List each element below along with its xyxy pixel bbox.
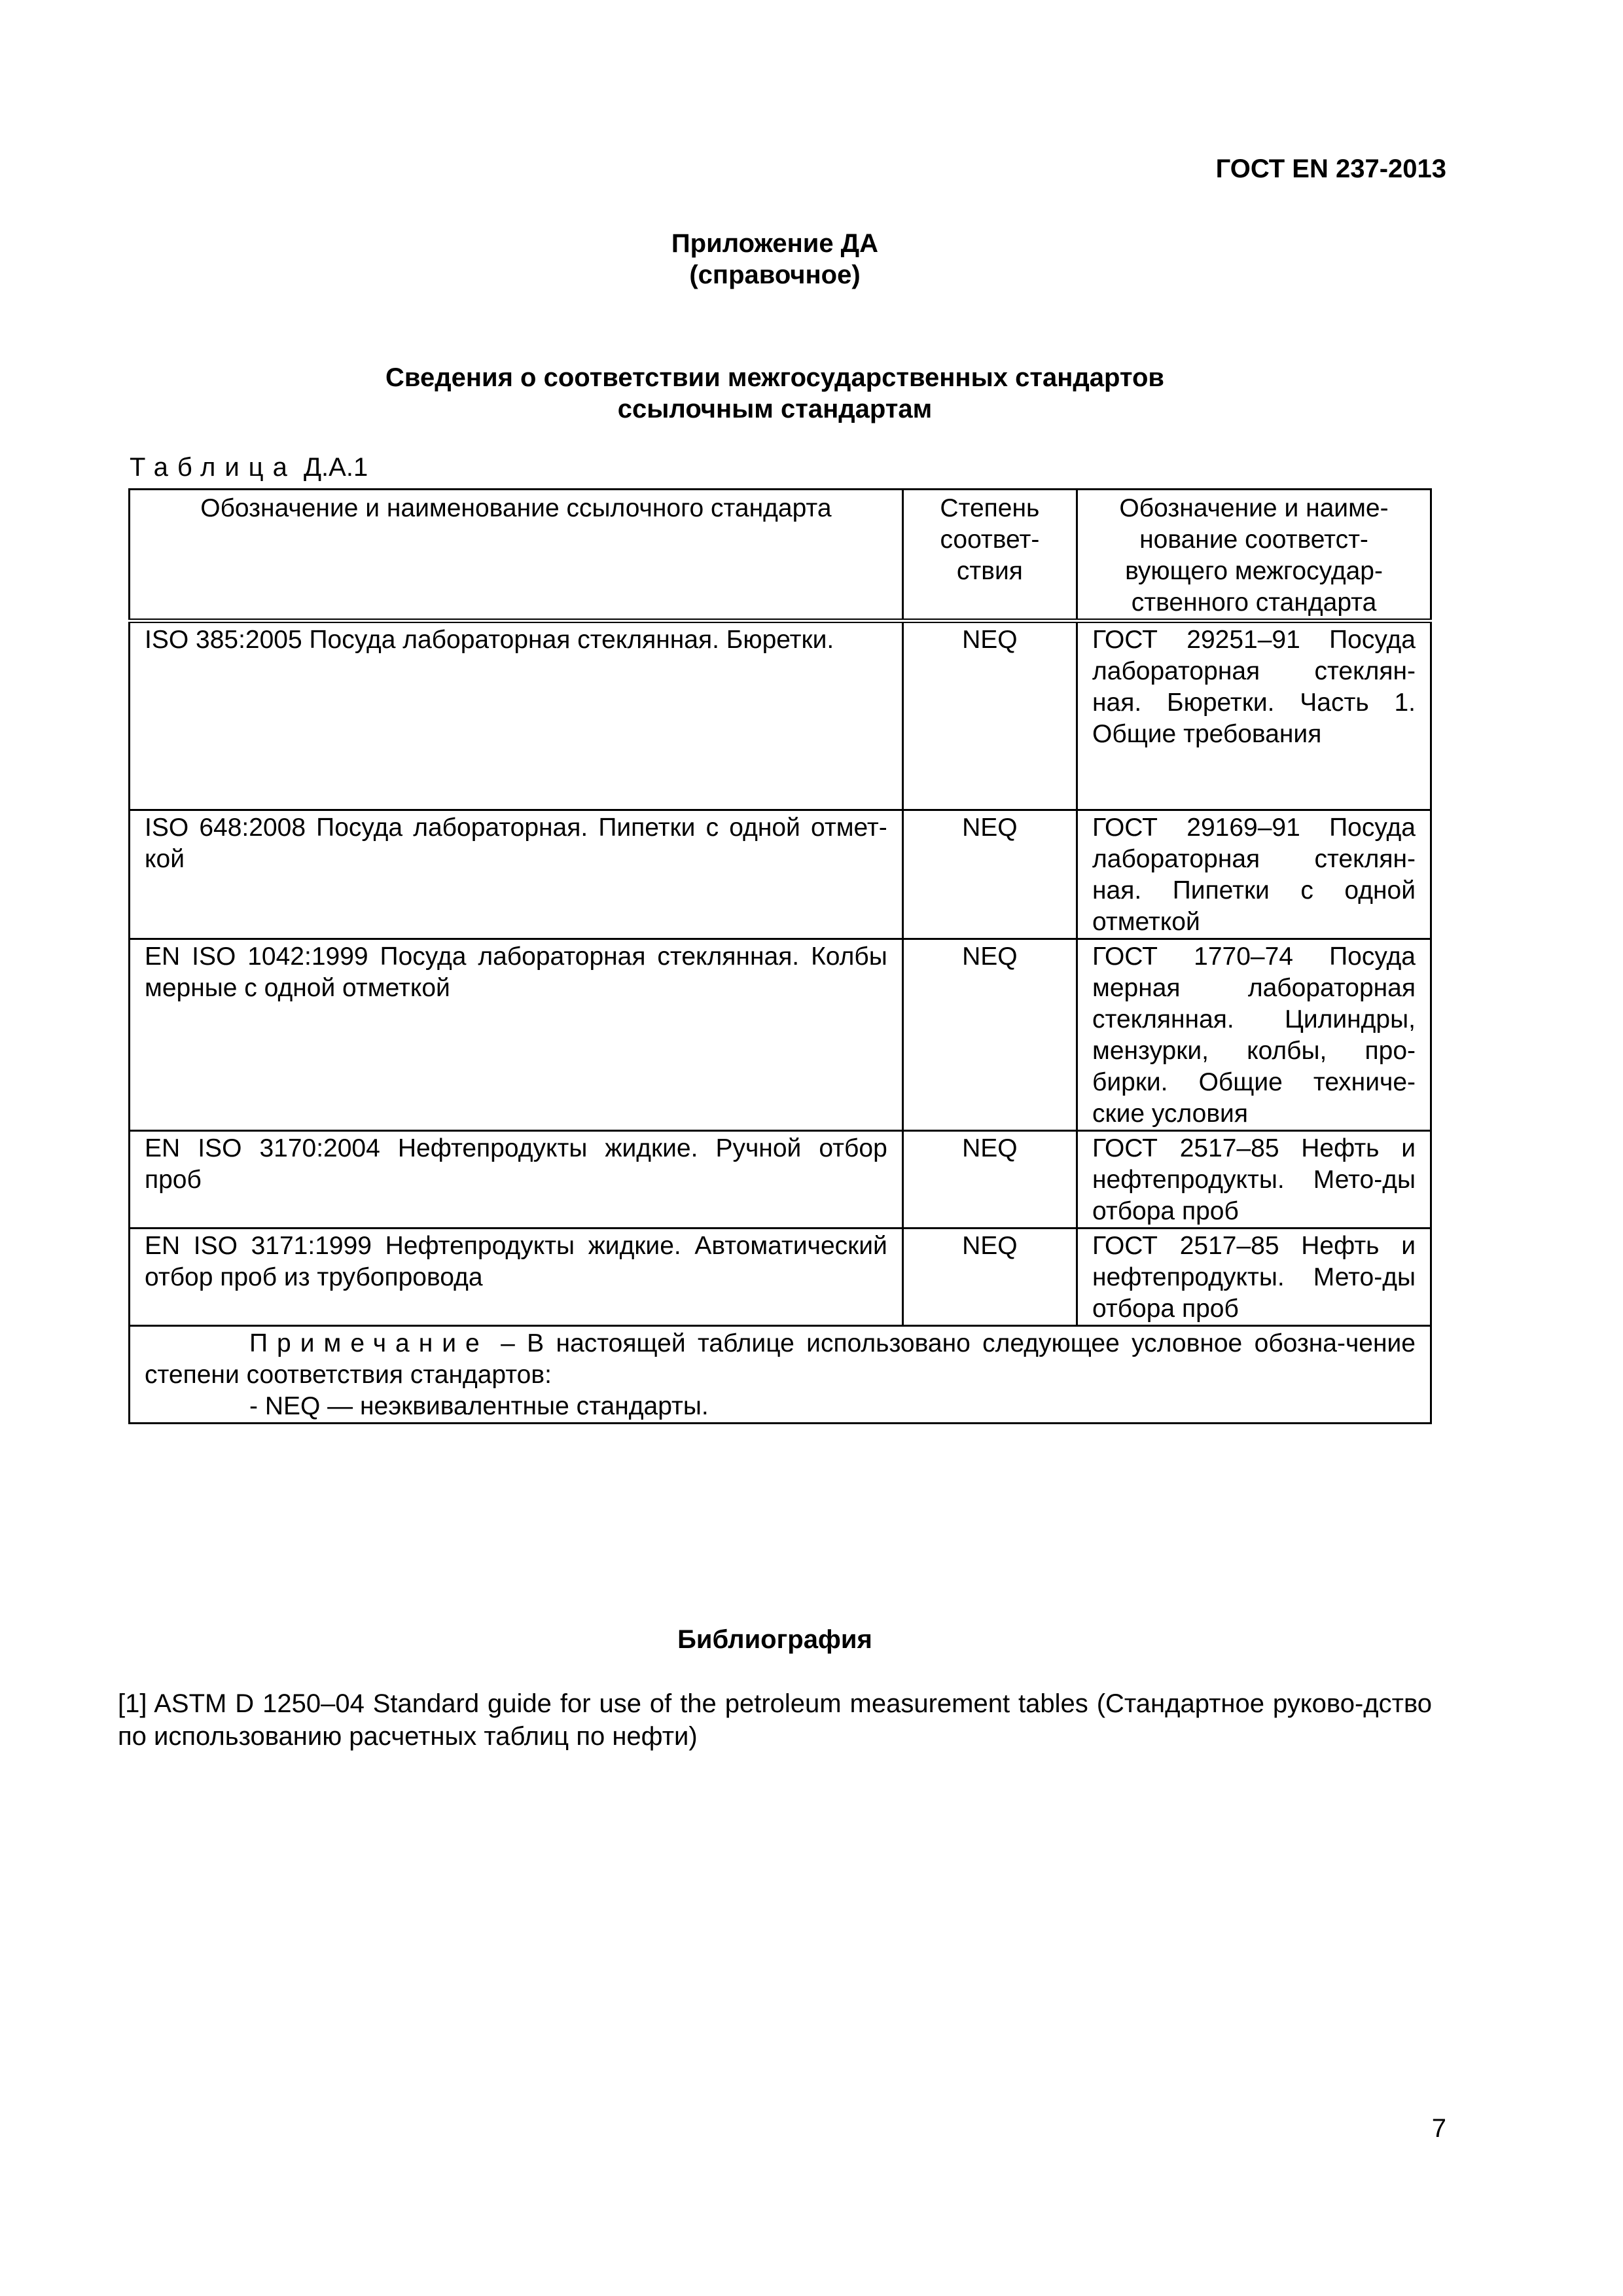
header-degree: Степень соответ-ствия [902, 490, 1077, 621]
cell-degree: NEQ [902, 1131, 1077, 1229]
note-text [145, 1328, 1416, 1391]
annex-heading [0, 228, 1550, 291]
page-number: 7 [1431, 2114, 1446, 2143]
cell-interstate-standard: ГОСТ 29169–91 Посуда лабораторная стеклян-ная. Пипетки с одной отметкой [1077, 810, 1431, 939]
bibliography-entry: [1] ASTM D 1250–04 Standard guide for use of the petroleum measurement tables (Стандартное руково-дство по использованию расчетных таблиц по нефти) [118, 1689, 1432, 1751]
bibliography-title: Библиография [677, 1625, 872, 1654]
table-row [130, 810, 1431, 939]
table-caption-word: Таблица [130, 453, 296, 482]
annex-subtitle: (справочное) [689, 260, 861, 289]
annex-title: Приложение ДА [671, 229, 879, 258]
table-note [130, 1326, 1431, 1424]
section-title-line1: Сведения о соответствии межгосударственных стандартов [385, 363, 1164, 392]
cell-reference-standard: ISO 385:2005 Посуда лабораторная стеклянная. Бюретки. [130, 621, 903, 810]
cell-degree: NEQ [902, 810, 1077, 939]
cell-degree: NEQ [902, 621, 1077, 810]
section-heading [0, 362, 1550, 425]
cell-degree: NEQ [902, 939, 1077, 1131]
table-caption [130, 453, 368, 482]
table-header-row [130, 490, 1431, 621]
cell-reference-standard: EN ISO 3170:2004 Нефтепродукты жидкие. Ручной отбор проб [130, 1131, 903, 1229]
header-reference-standard: Обозначение и наименование ссылочного стандарта [130, 490, 903, 621]
cell-interstate-standard: ГОСТ 2517–85 Нефть и нефтепродукты. Мето-ды отбора проб [1077, 1229, 1431, 1326]
standards-table [128, 488, 1432, 1424]
table-row [130, 939, 1431, 1131]
cell-interstate-standard: ГОСТ 29251–91 Посуда лабораторная стеклян-ная. Бюретки. Часть 1. Общие требования [1077, 621, 1431, 810]
table-note-row [130, 1326, 1431, 1424]
cell-reference-standard: ISO 648:2008 Посуда лабораторная. Пипетки с одной отмет-кой [130, 810, 903, 939]
table-caption-number: Д.А.1 [303, 453, 368, 482]
note-label: Примечание [249, 1329, 489, 1357]
header-interstate-standard: Обозначение и наиме-нование соответст-вующего межгосудар-ственного стандарта [1077, 490, 1431, 621]
cell-degree: NEQ [902, 1229, 1077, 1326]
note-body: – В настоящей таблице использовано следующее условное обозна-чение степени соответствия стандартов: [145, 1329, 1416, 1389]
table-row [130, 621, 1431, 810]
table-row [130, 1131, 1431, 1229]
document-code: ГОСТ EN 237-2013 [1215, 154, 1446, 183]
note-item: - NEQ — неэквивалентные стандарты. [249, 1392, 709, 1420]
cell-reference-standard: EN ISO 1042:1999 Посуда лабораторная стеклянная. Колбы мерные с одной отметкой [130, 939, 903, 1131]
cell-interstate-standard: ГОСТ 1770–74 Посуда мерная лабораторная стеклянная. Цилиндры, мензурки, колбы, про-бирки. Общие техниче-ские условия [1077, 939, 1431, 1131]
cell-interstate-standard: ГОСТ 2517–85 Нефть и нефтепродукты. Мето-ды отбора проб [1077, 1131, 1431, 1229]
table-row [130, 1229, 1431, 1326]
section-title-line2: ссылочным стандартам [617, 395, 933, 423]
cell-reference-standard: EN ISO 3171:1999 Нефтепродукты жидкие. Автоматический отбор проб из трубопровода [130, 1229, 903, 1326]
